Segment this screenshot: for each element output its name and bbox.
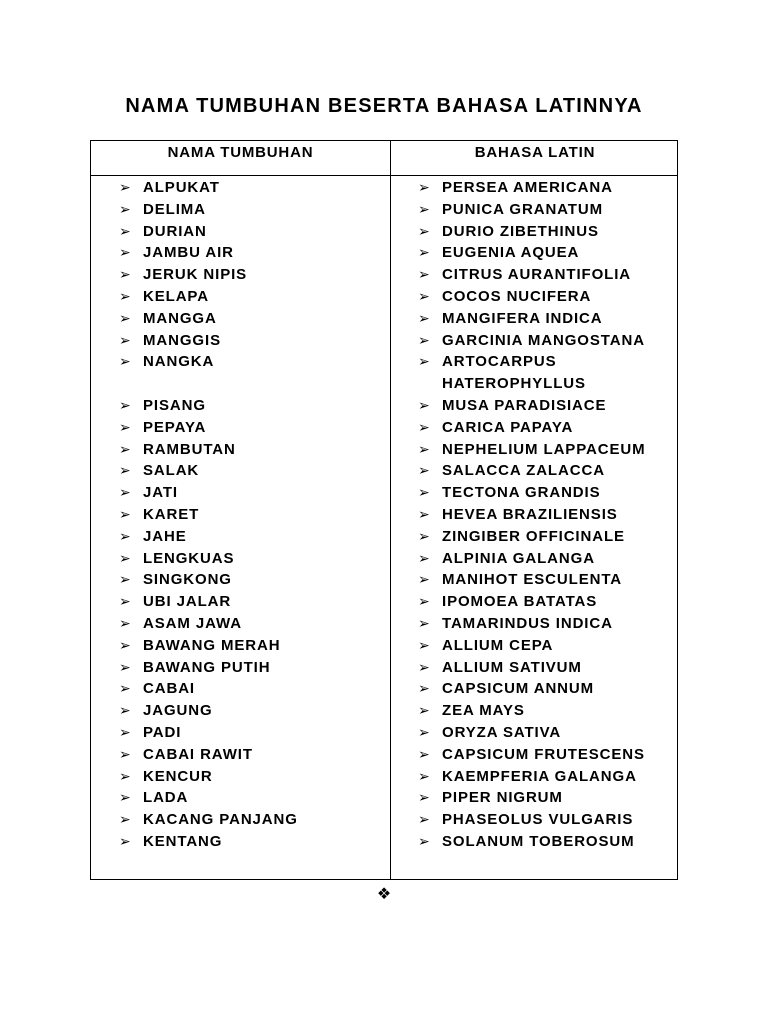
plant-name-item: [119, 351, 384, 395]
latin-name-item: [418, 831, 676, 853]
latin-name-item: [418, 482, 676, 504]
header-divider: [91, 175, 677, 176]
plant-name-text: KACANG PANJANG: [143, 811, 298, 829]
latin-name-text: COCOS NUCIFERA: [442, 287, 592, 305]
latin-name-item: [418, 766, 676, 788]
arrowhead-bullet-icon: ➢: [418, 593, 431, 610]
latin-name-item: [418, 722, 676, 744]
latin-name-item: [418, 744, 676, 766]
arrowhead-bullet-icon: ➢: [119, 505, 132, 522]
plant-name-item: [119, 395, 384, 417]
arrowhead-bullet-icon: ➢: [418, 527, 431, 544]
arrowhead-bullet-icon: ➢: [418, 222, 431, 239]
plant-name-item: [119, 417, 384, 439]
latin-name-item: [418, 177, 676, 199]
plant-name-text: LADA: [143, 789, 189, 807]
latin-name-text: ALPINIA GALANGA: [442, 549, 595, 567]
plant-name-text: MANGGA: [143, 309, 217, 327]
plant-name-item: [119, 787, 384, 809]
page-title: NAMA TUMBUHAN BESERTA BAHASA LATINNYA: [125, 95, 643, 117]
arrowhead-bullet-icon: ➢: [418, 789, 431, 806]
latin-name-text: PERSEA AMERICANA: [442, 179, 613, 196]
latin-name-item: [418, 395, 676, 417]
arrowhead-bullet-icon: ➢: [119, 680, 132, 697]
plant-name-item: [119, 591, 384, 613]
plant-name-item: [119, 548, 384, 570]
latin-name-item: [418, 700, 676, 722]
plant-name-text: PISANG: [143, 396, 206, 414]
latin-name-item: [418, 417, 676, 439]
arrowhead-bullet-icon: ➢: [418, 309, 431, 326]
plant-name-item: [119, 199, 384, 221]
arrowhead-bullet-icon: ➢: [119, 418, 132, 435]
plant-name-item: [119, 242, 384, 264]
plant-name-item: [119, 569, 384, 591]
plant-name-item: [119, 286, 384, 308]
plant-name-text: ASAM JAWA: [143, 614, 242, 632]
latin-name-item: [418, 242, 676, 264]
arrowhead-bullet-icon: ➢: [119, 440, 132, 457]
plant-name-text: UBI JALAR: [143, 593, 232, 611]
arrowhead-bullet-icon: ➢: [418, 723, 431, 740]
latin-name-text: TECTONA GRANDIS: [442, 484, 601, 502]
arrowhead-bullet-icon: ➢: [119, 832, 132, 849]
plant-name-item: [119, 460, 384, 482]
arrowhead-bullet-icon: ➢: [418, 745, 431, 762]
latin-name-text: IPOMOEA BATATAS: [442, 593, 598, 611]
latin-name-item: [418, 591, 676, 613]
arrowhead-bullet-icon: ➢: [119, 593, 132, 610]
plant-name-item: [119, 221, 384, 243]
latin-name-text: TAMARINDUS INDICA: [442, 614, 613, 632]
latin-name-item: [418, 548, 676, 570]
latin-name-text: PIPER NIGRUM: [442, 789, 563, 807]
plant-name-text: RAMBUTAN: [143, 440, 236, 458]
latin-name-item: [418, 460, 676, 482]
latin-name-text: SOLANUM TOBEROSUM: [442, 832, 635, 850]
plant-name-item: [119, 744, 384, 766]
plant-name-text: DELIMA: [143, 200, 206, 218]
plant-name-text: JAHE: [143, 527, 187, 545]
latin-name-text: EUGENIA AQUEA: [442, 244, 580, 262]
arrowhead-bullet-icon: ➢: [119, 309, 132, 326]
arrowhead-bullet-icon: ➢: [119, 767, 132, 784]
arrowhead-bullet-icon: ➢: [119, 462, 132, 479]
arrowhead-bullet-icon: ➢: [418, 767, 431, 784]
plant-name-item: [119, 330, 384, 352]
latin-name-text: MANIHOT ESCULENTA: [442, 571, 623, 589]
arrowhead-bullet-icon: ➢: [418, 266, 431, 283]
latin-name-item: [418, 286, 676, 308]
plant-name-item: [119, 177, 384, 199]
plant-name-text: BAWANG MERAH: [143, 636, 281, 654]
plant-name-item: [119, 504, 384, 526]
plant-name-item: [119, 308, 384, 330]
arrowhead-bullet-icon: ➢: [119, 789, 132, 806]
arrowhead-bullet-icon: ➢: [418, 353, 431, 370]
plant-table: [90, 140, 678, 880]
plant-name-item: [119, 264, 384, 286]
latin-name-text: KAEMPFERIA GALANGA: [442, 767, 637, 785]
latin-name-item: [418, 330, 676, 352]
arrowhead-bullet-icon: ➢: [119, 222, 132, 239]
latin-name-text: ARTOCARPUS HATEROPHYLLUS: [442, 353, 586, 393]
latin-name-text: MANGIFERA INDICA: [442, 309, 603, 327]
latin-name-text: ALLIUM SATIVUM: [442, 658, 582, 676]
plant-name-text: PADI: [143, 723, 182, 741]
plant-name-text: PEPAYA: [143, 418, 207, 436]
arrowhead-bullet-icon: ➢: [119, 266, 132, 283]
latin-name-item: [418, 613, 676, 635]
latin-name-text: PUNICA GRANATUM: [442, 200, 603, 218]
arrowhead-bullet-icon: ➢: [119, 614, 132, 631]
latin-name-text: GARCINIA MANGOSTANA: [442, 331, 645, 349]
column-divider: [390, 141, 391, 879]
arrowhead-bullet-icon: ➢: [119, 811, 132, 828]
arrowhead-bullet-icon: ➢: [119, 658, 132, 675]
arrowhead-bullet-icon: ➢: [418, 658, 431, 675]
arrowhead-bullet-icon: ➢: [418, 505, 431, 522]
latin-name-text: CAPSICUM ANNUM: [442, 680, 595, 698]
arrowhead-bullet-icon: ➢: [119, 571, 132, 588]
plant-name-item: [119, 766, 384, 788]
arrowhead-bullet-icon: ➢: [119, 287, 132, 304]
plant-name-item: [119, 613, 384, 635]
arrowhead-bullet-icon: ➢: [418, 811, 431, 828]
latin-name-item: [418, 504, 676, 526]
arrowhead-bullet-icon: ➢: [418, 396, 431, 413]
arrowhead-bullet-icon: ➢: [418, 462, 431, 479]
latin-name-item: [418, 199, 676, 221]
arrowhead-bullet-icon: ➢: [119, 745, 132, 762]
plant-name-item: [119, 482, 384, 504]
plant-name-item: [119, 700, 384, 722]
arrowhead-bullet-icon: ➢: [418, 571, 431, 588]
latin-name-text: ALLIUM CEPA: [442, 636, 554, 654]
arrowhead-bullet-icon: ➢: [119, 179, 132, 195]
arrowhead-bullet-icon: ➢: [119, 244, 132, 261]
plant-name-text: KENCUR: [143, 767, 213, 785]
latin-name-text: CITRUS AURANTIFOLIA: [442, 266, 632, 284]
arrowhead-bullet-icon: ➢: [119, 396, 132, 413]
latin-name-text: CARICA PAPAYA: [442, 418, 574, 436]
latin-name-item: [418, 221, 676, 243]
latin-name-text: PHASEOLUS VULGARIS: [442, 811, 634, 829]
plant-name-text: ALPUKAT: [143, 179, 220, 196]
latin-name-item: [418, 787, 676, 809]
latin-name-text: MUSA PARADISIACE: [442, 396, 607, 414]
latin-name-text: ZINGIBER OFFICINALE: [442, 527, 625, 545]
plant-name-text: CABAI RAWIT: [143, 745, 253, 763]
plant-name-text: JERUK NIPIS: [143, 266, 248, 284]
plant-name-text: KENTANG: [143, 832, 223, 850]
latin-name-item: [418, 526, 676, 548]
plant-name-text: CABAI: [143, 680, 195, 698]
latin-name-item: [418, 264, 676, 286]
arrowhead-bullet-icon: ➢: [119, 702, 132, 719]
plant-name-item: [119, 657, 384, 679]
arrowhead-bullet-icon: ➢: [418, 244, 431, 261]
plant-name-text: JATI: [143, 484, 178, 502]
arrowhead-bullet-icon: ➢: [418, 549, 431, 566]
arrowhead-bullet-icon: ➢: [418, 832, 431, 849]
plant-name-text: MANGGIS: [143, 331, 221, 349]
arrowhead-bullet-icon: ➢: [418, 331, 431, 348]
plant-name-text: NANGKA: [143, 353, 215, 371]
plant-name-text: LENGKUAS: [143, 549, 235, 567]
latin-name-item: [418, 657, 676, 679]
plant-name-item: [119, 831, 384, 853]
latin-name-item: [418, 308, 676, 330]
plant-name-item: [119, 809, 384, 831]
arrowhead-bullet-icon: ➢: [418, 418, 431, 435]
latin-name-text: CAPSICUM FRUTESCENS: [442, 745, 645, 763]
header-bahasa-latin: BAHASA LATIN: [474, 144, 596, 161]
plant-name-list: [119, 177, 384, 853]
arrowhead-bullet-icon: ➢: [418, 680, 431, 697]
latin-name-text: ZEA MAYS: [442, 702, 525, 720]
plant-name-item: [119, 635, 384, 657]
arrowhead-bullet-icon: ➢: [119, 331, 132, 348]
plant-name-text: BAWANG PUTIH: [143, 658, 271, 676]
latin-name-item: [418, 351, 676, 395]
latin-name-item: [418, 635, 676, 657]
plant-name-text: JAGUNG: [143, 702, 213, 720]
arrowhead-bullet-icon: ➢: [119, 723, 132, 740]
plant-name-text: KARET: [143, 505, 200, 523]
latin-name-item: [418, 569, 676, 591]
latin-name-text: DURIO ZIBETHINUS: [442, 222, 599, 240]
latin-name-list: [418, 177, 676, 853]
latin-name-text: HEVEA BRAZILIENSIS: [442, 505, 618, 523]
latin-name-item: [418, 809, 676, 831]
arrowhead-bullet-icon: ➢: [418, 484, 431, 501]
plant-name-text: SALAK: [143, 462, 200, 480]
latin-name-text: NEPHELIUM LAPPACEUM: [442, 440, 646, 458]
arrowhead-bullet-icon: ➢: [119, 484, 132, 501]
latin-name-text: ORYZA SATIVA: [442, 723, 562, 741]
arrowhead-bullet-icon: ➢: [119, 636, 132, 653]
plant-name-item: [119, 439, 384, 461]
plant-name-item: [119, 526, 384, 548]
plant-name-text: SINGKONG: [143, 571, 232, 589]
latin-name-item: [418, 439, 676, 461]
arrowhead-bullet-icon: ➢: [119, 527, 132, 544]
plant-name-item: [119, 722, 384, 744]
arrowhead-bullet-icon: ➢: [418, 440, 431, 457]
arrowhead-bullet-icon: ➢: [418, 287, 431, 304]
four-diamond-ornament-icon: ❖: [376, 886, 392, 903]
arrowhead-bullet-icon: ➢: [418, 614, 431, 631]
plant-name-item: [119, 678, 384, 700]
plant-name-text: KELAPA: [143, 287, 209, 305]
latin-name-text: SALACCA ZALACCA: [442, 462, 605, 480]
arrowhead-bullet-icon: ➢: [418, 200, 431, 217]
arrowhead-bullet-icon: ➢: [119, 353, 132, 370]
arrowhead-bullet-icon: ➢: [119, 200, 132, 217]
arrowhead-bullet-icon: ➢: [119, 549, 132, 566]
arrowhead-bullet-icon: ➢: [418, 179, 431, 195]
plant-name-text: DURIAN: [143, 222, 207, 240]
arrowhead-bullet-icon: ➢: [418, 636, 431, 653]
plant-name-text: JAMBU AIR: [143, 244, 234, 262]
latin-name-item: [418, 678, 676, 700]
arrowhead-bullet-icon: ➢: [418, 702, 431, 719]
header-nama-tumbuhan: NAMA TUMBUHAN: [167, 144, 314, 161]
